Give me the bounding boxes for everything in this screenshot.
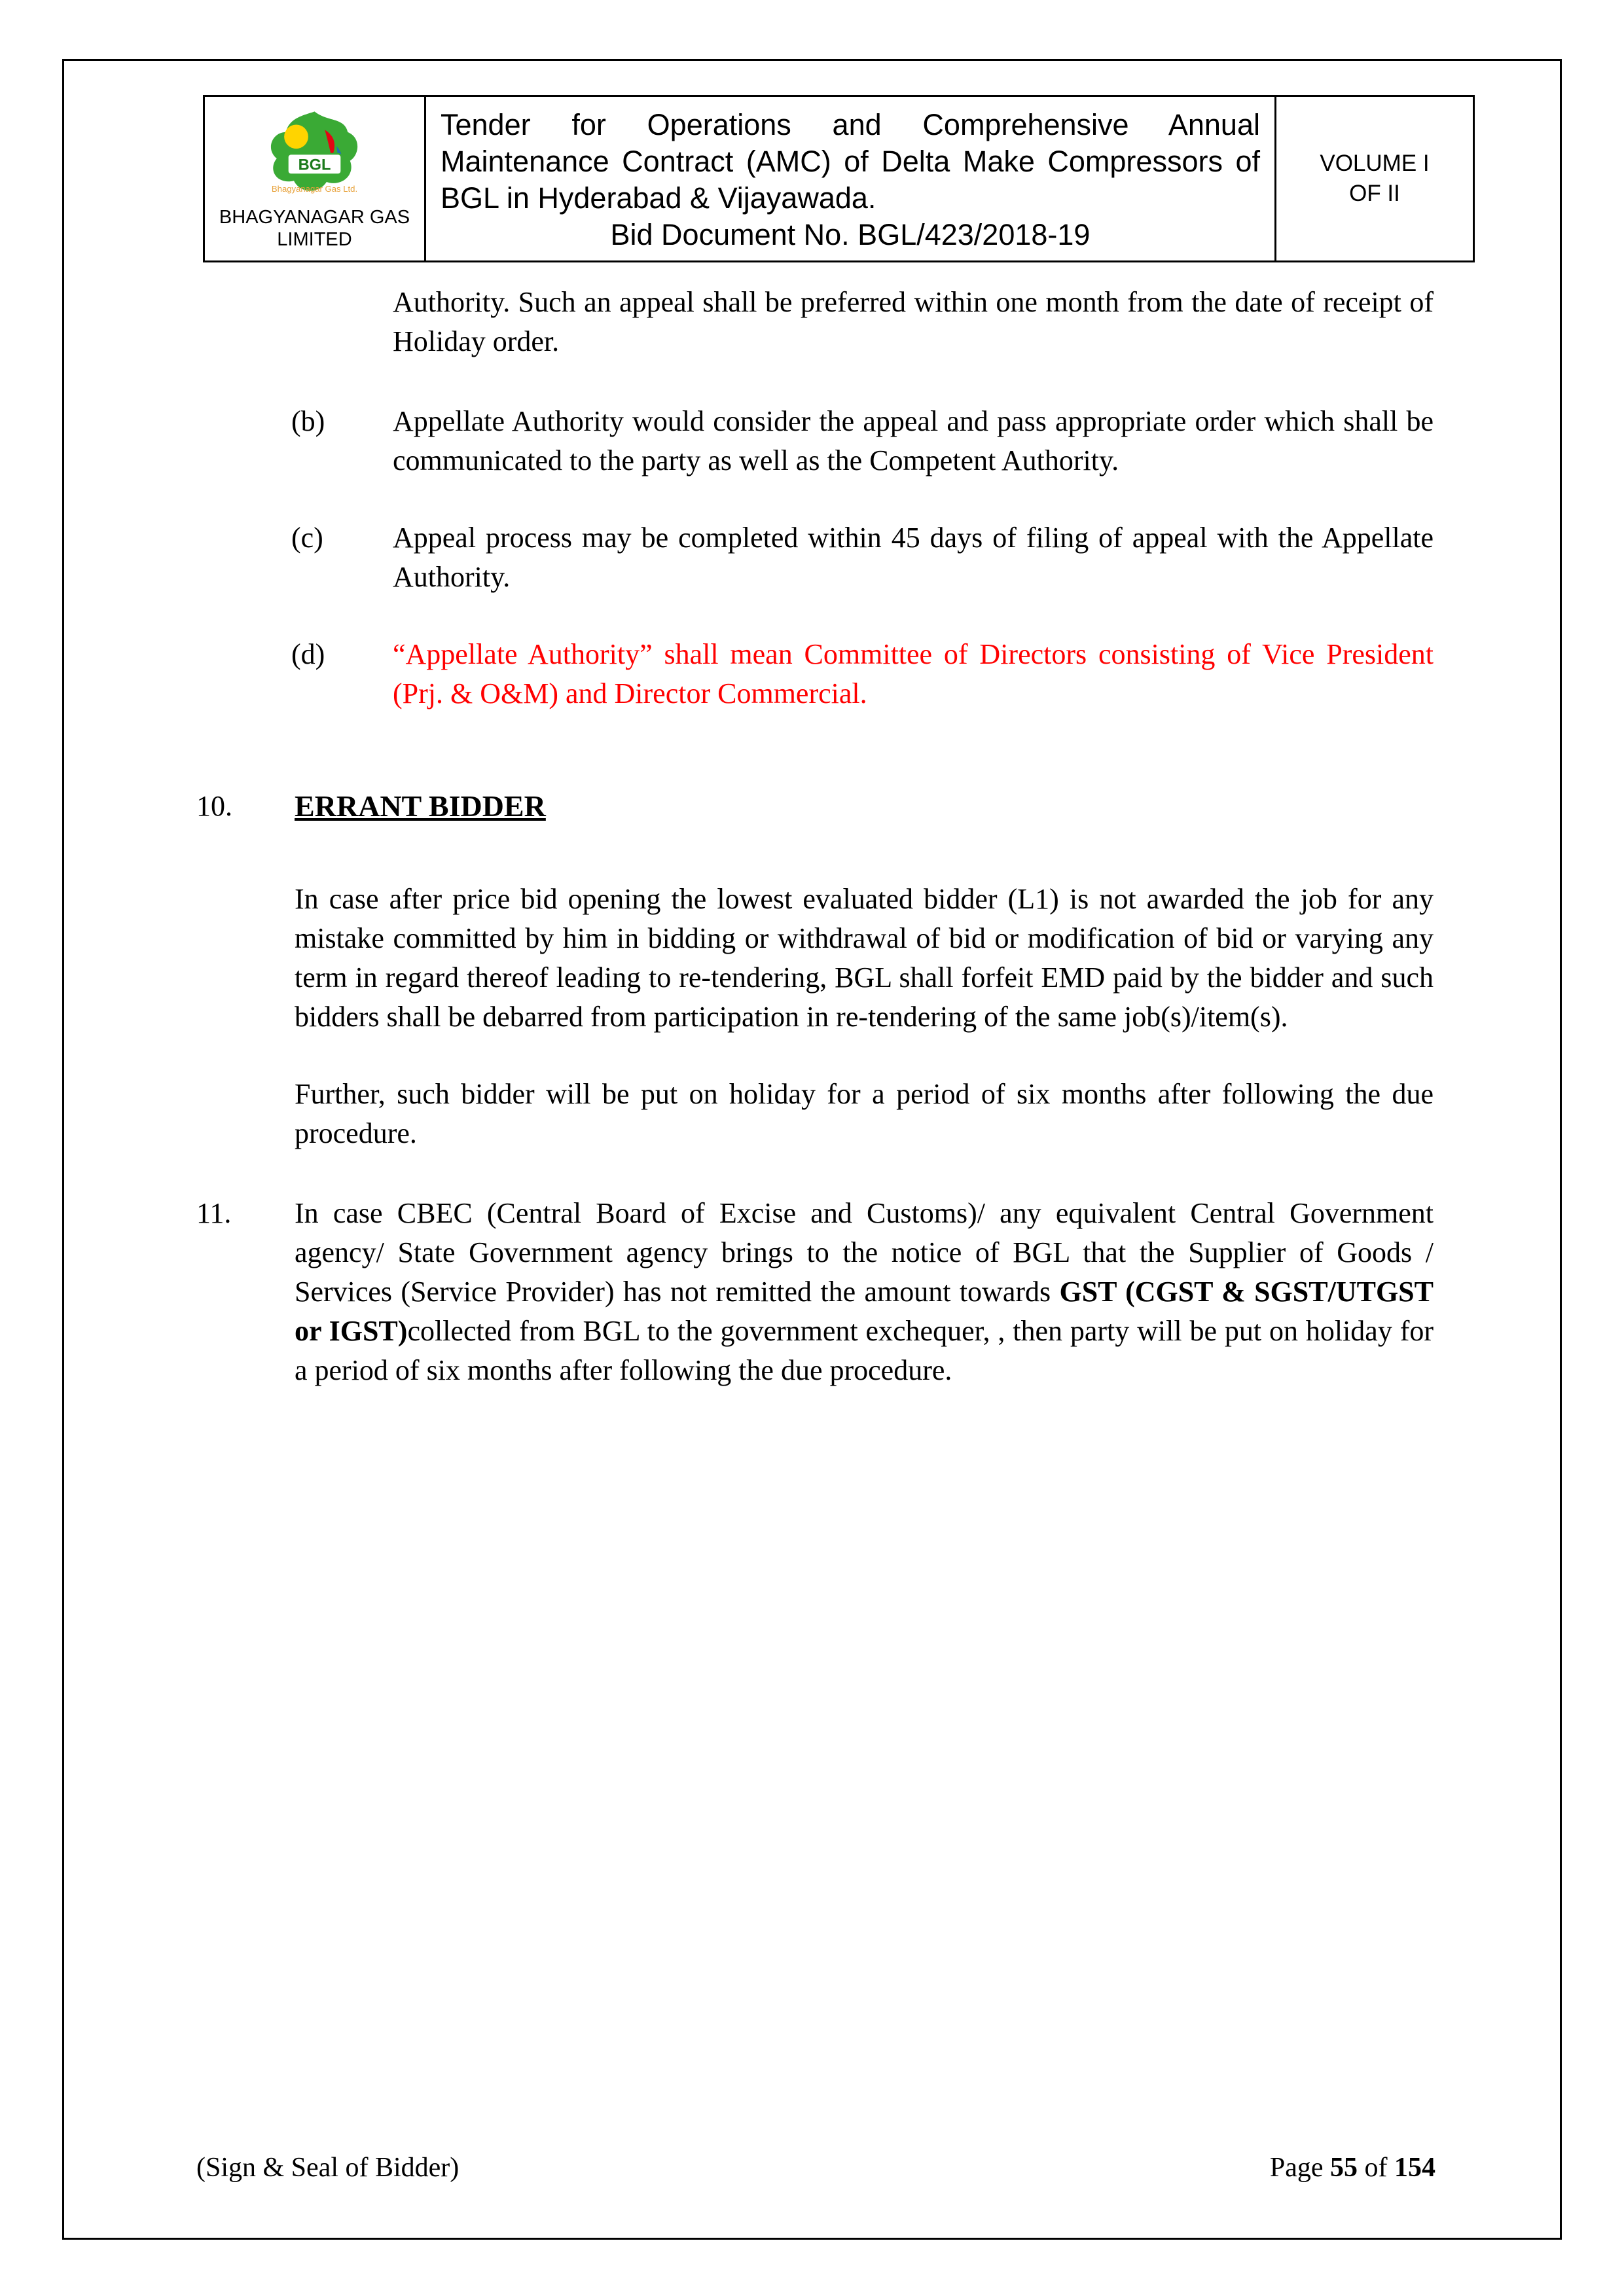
- section-11-text-after: collected from BGL to the government exchequer, , then party will be put on holiday for a period of six months after following the due procedure.: [295, 1315, 1434, 1386]
- header-logo-cell: [205, 97, 426, 260]
- company-logo-icon: [257, 107, 372, 205]
- section-11-paragraph: [295, 1194, 1434, 1390]
- section-number: 10.: [196, 790, 232, 822]
- section-11-text-before: In case CBEC (Central Board of Excise and Customs)/ any equivalent Central Government agency/ State Government agency brings to the notice of BGL that the Supplier of Goods / Services (Service Provider) has not remitted the amount towards: [295, 1197, 1434, 1308]
- list-item-c: [196, 518, 1434, 597]
- list-item-d: [196, 635, 1434, 713]
- volume-line2: OF II: [1349, 181, 1400, 206]
- company-name-line2: LIMITED: [277, 229, 352, 250]
- footer-page-indicator: [1270, 2152, 1435, 2183]
- page-total: 154: [1394, 2153, 1435, 2183]
- tender-title: Tender for Operations and Comprehensive Annual Maintenance Contract (AMC) of Delta Make Compressors of BGL in Hyderabad & Vijayawada.: [441, 108, 1260, 215]
- logo-monogram: BGL: [298, 156, 331, 174]
- section-heading: ERRANT BIDDER: [295, 789, 546, 823]
- company-name: [219, 206, 410, 251]
- list-item-label: (d): [291, 638, 325, 670]
- page-of: of: [1358, 2153, 1394, 2183]
- page-prefix: Page: [1269, 2153, 1330, 2183]
- document-body: [196, 283, 1434, 1390]
- list-item-b: [196, 402, 1434, 480]
- header-volume-cell: [1276, 97, 1473, 260]
- list-item-text: Appeal process may be completed within 45 days of filing of appeal with the Appellate Authority.: [393, 522, 1434, 593]
- intro-paragraph: Authority. Such an appeal shall be preferred within one month from the date of receipt of Holiday order.: [393, 286, 1434, 357]
- header-title-cell: [426, 97, 1276, 260]
- list-item-label: (c): [291, 522, 323, 554]
- section-11: [196, 1194, 1434, 1390]
- section-11-text-bold: GST (CGST & SGST/UTGST or IGST): [295, 1276, 1434, 1347]
- section-10-paragraph-1: In case after price bid opening the lowest evaluated bidder (L1) is not awarded the job for any mistake committed by him in bidding or withdrawal of bid or modification of bid or varying any term in regard thereof leading to re-tendering, BGL shall forfeit EMD paid by the bidder and such bidders shall be debarred from participation in re-tendering of the same job(s)/item(s).: [295, 883, 1434, 1033]
- list-item-label: (b): [291, 405, 325, 437]
- list-item-text-red: “Appellate Authority” shall mean Committee of Directors consisting of Vice President (Prj. & O&M) and Director Commercial.: [393, 638, 1434, 709]
- volume-line1: VOLUME I: [1320, 151, 1430, 176]
- section-10: [196, 787, 1434, 1153]
- list-item-text: Appellate Authority would consider the appeal and pass appropriate order which shall be communicated to the party as well as the Competent Authority.: [393, 405, 1434, 476]
- company-name-line1: BHAGYANAGAR GAS: [219, 207, 410, 228]
- footer-sign-seal: (Sign & Seal of Bidder): [196, 2153, 460, 2183]
- header-table: [203, 95, 1475, 262]
- logo-subtext: Bhagyanagar Gas Ltd.: [271, 183, 358, 194]
- section-number: 11.: [196, 1197, 232, 1229]
- page-footer: [196, 2152, 1435, 2183]
- page-number: 55: [1330, 2153, 1358, 2183]
- bid-document-number: Bid Document No. BGL/423/2018-19: [610, 218, 1091, 251]
- section-10-body: [295, 787, 1434, 1153]
- section-10-paragraph-2: Further, such bidder will be put on holiday for a period of six months after following the due procedure.: [295, 1078, 1434, 1149]
